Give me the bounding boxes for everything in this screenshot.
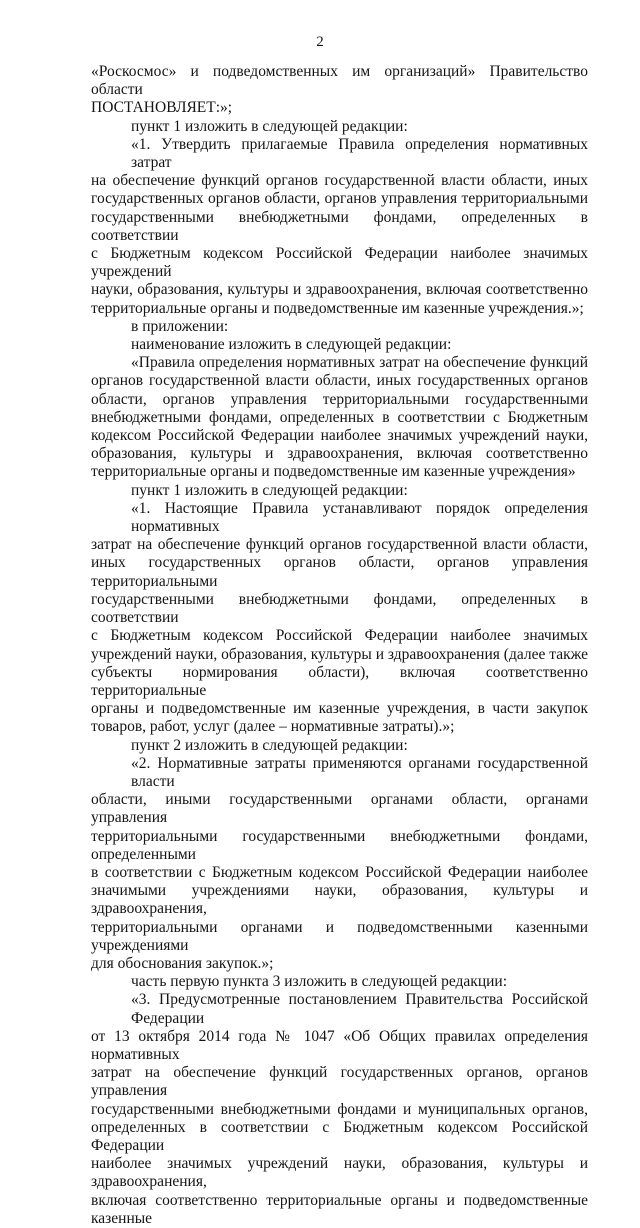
text-line: государственными внебюджетными фондами, определенных в соответствии: [91, 590, 588, 627]
text-line: внебюджетными фондами, определенных в соответствии с Бюджетным: [91, 408, 588, 426]
text-line: государственных органов области, органов управления территориальными: [91, 190, 588, 208]
document-body: [91, 63, 588, 1228]
page-number: 2: [316, 34, 324, 50]
text-line: учреждений науки, образования, культуры и здравоохранения (далее также: [91, 645, 588, 663]
text-line: «1. Утвердить прилагаемые Правила определения нормативных затрат: [131, 135, 588, 172]
text-line: включая соответственно территориальные органы и подведомственные казенные: [91, 1191, 588, 1227]
text-line: в соответствии с Бюджетным кодексом Российской Федерации наиболее: [91, 863, 588, 881]
text-line: области, органов управления территориальными государственными: [91, 390, 588, 408]
text-line: часть первую пункта 3 изложить в следующей редакции:: [131, 973, 508, 991]
text-line: «1. Настоящие Правила устанавливают порядок определения нормативных: [131, 499, 588, 536]
text-line: территориальными государственными внебюджетными фондами, определенными: [91, 827, 588, 863]
text-line: науки, образования, культуры и здравоохранения, включая соответственно: [91, 281, 588, 299]
text-line: от 13 октября 2014 года № 1047 «Об Общих правилах определения нормативных: [91, 1027, 588, 1063]
text-line: «2. Нормативные затраты применяются органами государственной власти: [131, 754, 588, 790]
text-line: с Бюджетным кодексом Российской Федерации наиболее значимых учреждений: [91, 245, 588, 281]
text-line: территориальные органы и подведомственные им казенные учреждения»: [91, 463, 576, 481]
text-line: государственными внебюджетными фондами и муниципальных органов,: [91, 1100, 588, 1118]
text-line: пункт 2 изложить в следующей редакции:: [131, 736, 408, 754]
text-line: с Бюджетным кодексом Российской Федерации наиболее значимых: [91, 627, 588, 645]
text-line: пункт 1 изложить в следующей редакции:: [131, 481, 408, 499]
text-line: пункт 1 изложить в следующей редакции:: [131, 117, 408, 135]
text-line: органов государственной власти области, иных государственных органов: [91, 372, 588, 390]
text-line: значимыми учреждениями науки, образования, культуры и здравоохранения,: [91, 882, 588, 918]
text-line: затрат на обеспечение функций органов государственной власти области,: [91, 536, 588, 554]
text-line: наименование изложить в следующей редакции:: [131, 336, 452, 354]
text-line: «Роскосмос» и подведомственных им организаций» Правительство области: [91, 63, 588, 99]
text-line: определенных в соответствии с Бюджетным кодексом Российской Федерации: [91, 1118, 588, 1154]
text-line: органы и подведомственные им казенные учреждения, в части закупок: [91, 700, 588, 718]
text-line: в приложении:: [131, 317, 229, 335]
text-line: на обеспечение функций органов государственной власти области, иных: [91, 172, 588, 190]
text-line: территориальными органами и подведомственными казенными учреждениями: [91, 918, 588, 954]
text-line: ПОСТАНОВЛЯЕТ:»;: [91, 99, 233, 117]
text-line: товаров, работ, услуг (далее – нормативные затраты).»;: [91, 718, 455, 736]
text-line: субъекты нормирования области), включая соответственно территориальные: [91, 663, 588, 699]
text-line: «3. Предусмотренные постановлением Правительства Российской Федерации: [131, 991, 588, 1027]
text-line: «Правила определения нормативных затрат на обеспечение функций: [131, 354, 588, 372]
text-line: кодексом Российской Федерации наиболее значимых учреждений науки,: [91, 427, 588, 445]
text-line: иных государственных органов области, органов управления территориальными: [91, 554, 588, 590]
text-line: наиболее значимых учреждений науки, образования, культуры и здравоохранения,: [91, 1155, 588, 1191]
text-line: области, иными государственными органами области, органами управления: [91, 791, 588, 827]
text-line: для обоснования закупок.»;: [91, 954, 274, 972]
text-line: затрат на обеспечение функций государственных органов, органов управления: [91, 1064, 588, 1100]
text-line: образования, культуры и здравоохранения, включая соответственно: [91, 445, 588, 463]
text-line: территориальные органы и подведомственные им казенные учреждения.»;: [91, 299, 584, 317]
text-line: государственными внебюджетными фондами, определенных в соответствии: [91, 208, 588, 244]
